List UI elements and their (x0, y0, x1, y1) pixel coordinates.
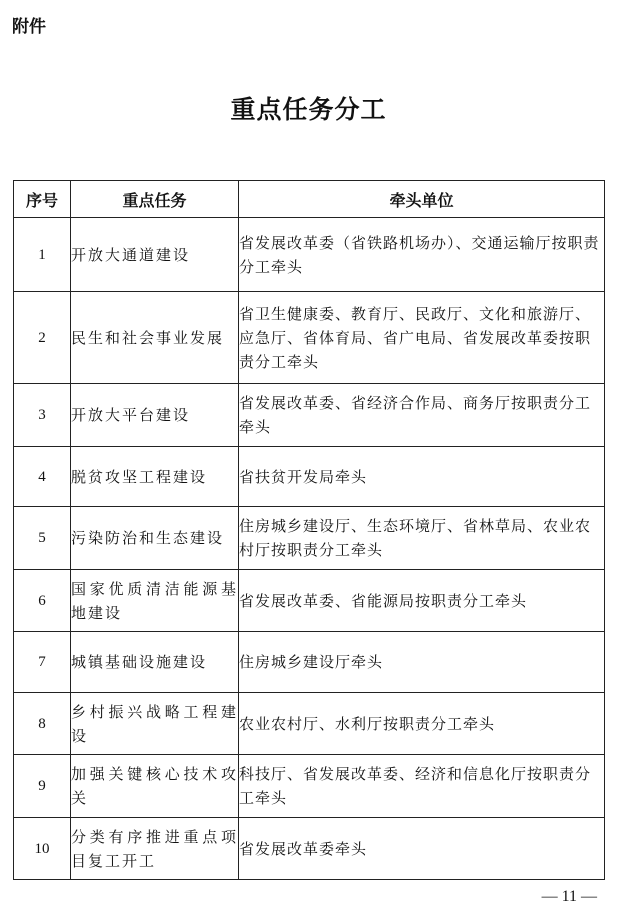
row-number: 10 (14, 818, 71, 880)
row-lead-unit: 省卫生健康委、教育厅、民政厅、文化和旅游厅、应急厅、省体育局、省广电局、省发展改革委按职责分工牵头 (239, 292, 605, 384)
table-row (14, 570, 605, 632)
row-task: 开放大平台建设 (71, 384, 239, 447)
row-lead-unit: 住房城乡建设厅牵头 (239, 632, 605, 693)
column-header-number: 序号 (14, 181, 71, 218)
row-task: 污染防治和生态建设 (71, 507, 239, 570)
attachment-label: 附件 (12, 17, 46, 37)
row-lead-unit: 住房城乡建设厅、生态环境厅、省林草局、农业农村厅按职责分工牵头 (239, 507, 605, 570)
page-number: — 11 — (541, 888, 597, 905)
row-task: 加强关键核心技术攻关 (71, 755, 239, 818)
column-header-task: 重点任务 (71, 181, 239, 218)
row-number: 8 (14, 693, 71, 755)
table-row (14, 384, 605, 447)
task-division-table (13, 180, 605, 880)
table-row (14, 693, 605, 755)
row-number: 3 (14, 384, 71, 447)
row-number: 6 (14, 570, 71, 632)
row-task: 开放大通道建设 (71, 218, 239, 292)
row-lead-unit: 农业农村厅、水利厅按职责分工牵头 (239, 693, 605, 755)
page-title: 重点任务分工 (230, 95, 387, 124)
row-number: 5 (14, 507, 71, 570)
row-task: 民生和社会事业发展 (71, 292, 239, 384)
table-header-row (14, 181, 605, 218)
row-number: 7 (14, 632, 71, 693)
table-row (14, 507, 605, 570)
row-task: 分类有序推进重点项目复工开工 (71, 818, 239, 880)
row-lead-unit: 省发展改革委、省经济合作局、商务厅按职责分工牵头 (239, 384, 605, 447)
row-number: 2 (14, 292, 71, 384)
row-number: 1 (14, 218, 71, 292)
table-row (14, 447, 605, 507)
row-lead-unit: 省发展改革委、省能源局按职责分工牵头 (239, 570, 605, 632)
table-row (14, 632, 605, 693)
table-row (14, 292, 605, 384)
column-header-lead-unit: 牵头单位 (239, 181, 605, 218)
row-task: 城镇基础设施建设 (71, 632, 239, 693)
row-task: 脱贫攻坚工程建设 (71, 447, 239, 507)
table-row (14, 818, 605, 880)
row-lead-unit: 科技厅、省发展改革委、经济和信息化厅按职责分工牵头 (239, 755, 605, 818)
row-number: 4 (14, 447, 71, 507)
row-task: 国家优质清洁能源基地建设 (71, 570, 239, 632)
row-task: 乡村振兴战略工程建设 (71, 693, 239, 755)
table-row (14, 218, 605, 292)
row-lead-unit: 省发展改革委牵头 (239, 818, 605, 880)
row-lead-unit: 省发展改革委（省铁路机场办）、交通运输厅按职责分工牵头 (239, 218, 605, 292)
row-number: 9 (14, 755, 71, 818)
row-lead-unit: 省扶贫开发局牵头 (239, 447, 605, 507)
table-row (14, 755, 605, 818)
